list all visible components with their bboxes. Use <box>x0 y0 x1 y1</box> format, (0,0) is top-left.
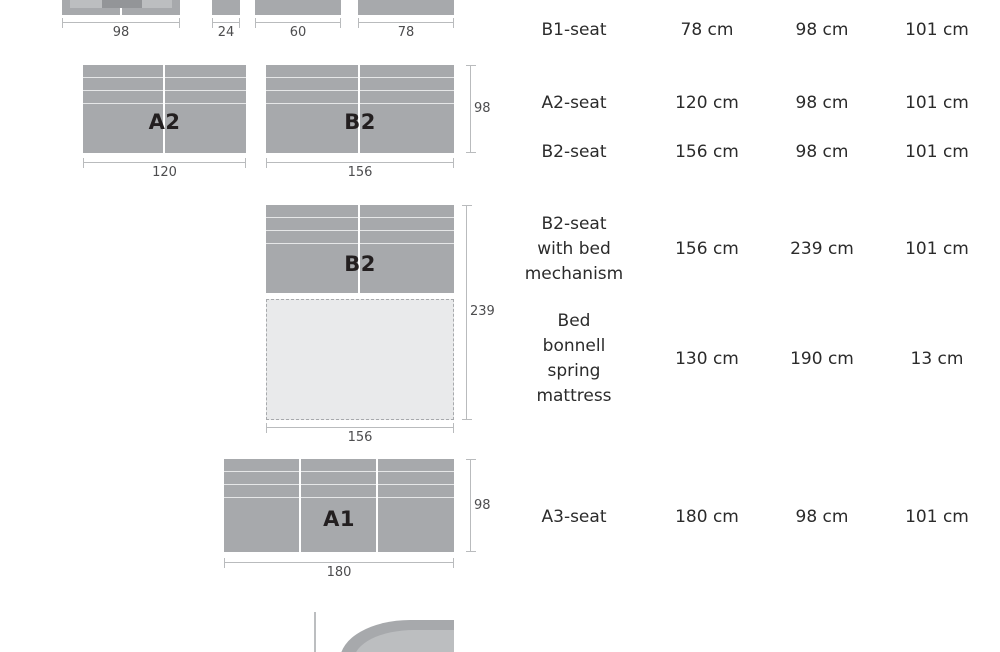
row-depth: 98 cm <box>795 507 849 527</box>
row-depth: 98 cm <box>795 93 849 113</box>
module-label-a1: A1 <box>323 507 355 531</box>
row-name: A3-seat <box>541 507 607 527</box>
module-bottom-partial <box>314 612 454 652</box>
row-width: 156 cm <box>675 142 739 162</box>
dim-label-b2-width: 156 <box>347 165 373 180</box>
dim-label-24: 24 <box>217 25 235 40</box>
dim-label-78: 78 <box>397 25 415 40</box>
dim-label-60: 60 <box>289 25 307 40</box>
module-top-left-partial <box>62 0 180 15</box>
table-row <box>500 212 1000 287</box>
row-height: 101 cm <box>905 507 969 527</box>
dim-line-60 <box>255 22 341 23</box>
module-top-narrow <box>212 0 240 15</box>
table-row <box>500 309 1000 409</box>
table-row <box>500 140 1000 165</box>
module-a2 <box>83 65 246 153</box>
module-top-right <box>358 0 454 15</box>
module-b2 <box>266 65 454 153</box>
dim-line-b2-bed-width <box>266 427 454 428</box>
row-depth: 98 cm <box>795 142 849 162</box>
row-name: B1-seat <box>541 20 607 40</box>
dim-line-a2-width <box>83 162 246 163</box>
row-name: A2-seat <box>541 93 607 113</box>
module-b2-bed <box>266 205 454 293</box>
row-width: 156 cm <box>675 239 739 259</box>
dim-label-a2-width: 120 <box>152 165 177 180</box>
row-name: Bed bonnell spring mattress <box>536 311 612 406</box>
row-width: 120 cm <box>675 93 739 113</box>
row-name: B2-seat with bed mechanism <box>524 214 624 284</box>
dim-label-b2-bed-width: 156 <box>347 430 373 445</box>
module-label-b2: B2 <box>344 110 376 134</box>
row-height: 101 cm <box>905 93 969 113</box>
table-row <box>500 505 1000 530</box>
module-label-b2-bed: B2 <box>344 252 376 276</box>
spec-table <box>500 0 1000 640</box>
dim-line-b2-bed-depth <box>466 205 467 420</box>
row-depth: 98 cm <box>795 20 849 40</box>
dim-label-b2-depth: 98 <box>474 101 491 116</box>
dim-line-b2-depth <box>470 65 471 153</box>
row-height: 101 cm <box>905 142 969 162</box>
dim-line-78 <box>358 22 454 23</box>
row-width: 78 cm <box>680 20 734 40</box>
dim-label-b2-bed-depth: 239 <box>470 304 495 319</box>
table-row <box>500 91 1000 116</box>
dim-label-a1-width: 180 <box>326 565 352 580</box>
dim-line-98-top <box>62 22 180 23</box>
module-top-mid <box>255 0 341 15</box>
dim-line-24 <box>212 22 240 23</box>
row-width: 130 cm <box>675 348 739 369</box>
mattress-outline <box>266 299 454 420</box>
dim-line-a1-depth <box>470 459 471 552</box>
row-height: 101 cm <box>905 20 969 40</box>
row-name: B2-seat <box>541 142 607 162</box>
dim-label-a1-depth: 98 <box>474 498 491 513</box>
dim-line-b2-width <box>266 162 454 163</box>
dim-label-98-top: 98 <box>112 25 130 40</box>
row-height: 101 cm <box>905 239 969 259</box>
module-label-a2: A2 <box>148 110 181 134</box>
row-height: 13 cm <box>910 348 964 369</box>
module-a1 <box>224 459 454 552</box>
row-depth: 239 cm <box>790 239 854 259</box>
row-width: 180 cm <box>675 507 739 527</box>
table-row <box>500 18 1000 43</box>
dim-line-a1-width <box>224 562 454 563</box>
row-depth: 190 cm <box>790 348 854 369</box>
